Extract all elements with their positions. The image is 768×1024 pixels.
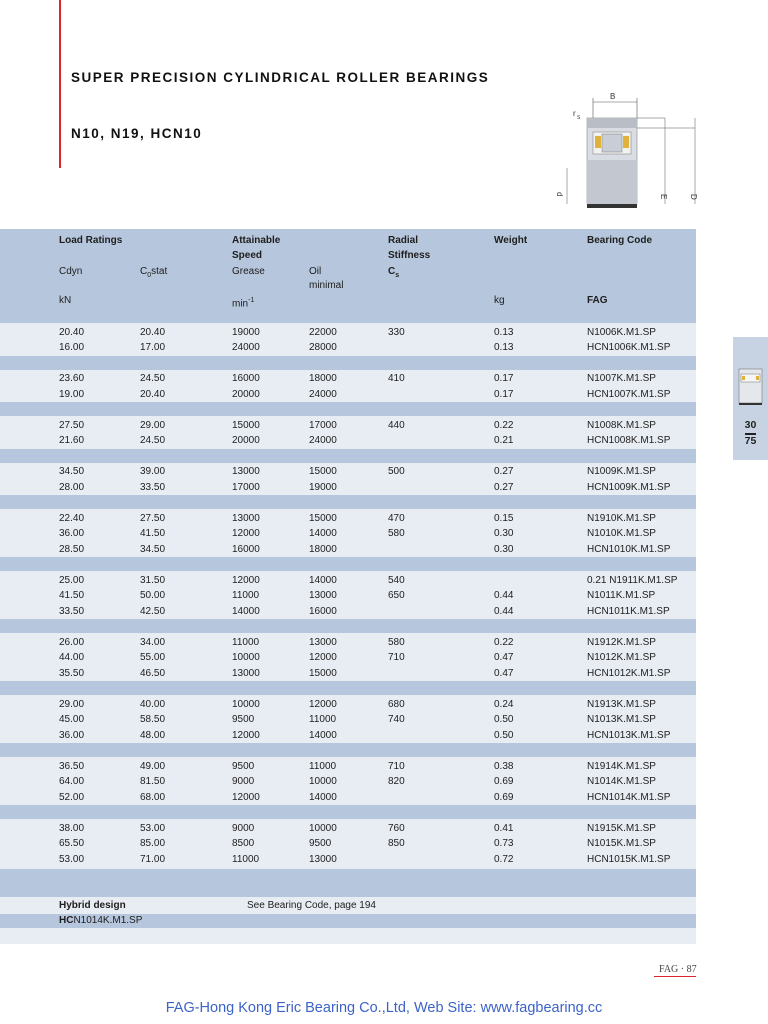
cell-oil-speed: 12000 [309, 698, 337, 710]
row-separator [0, 495, 696, 509]
cell-cdyn: 36.00 [59, 528, 85, 539]
cell-oil-speed: 12000 [309, 652, 337, 663]
cell-bearing-code: HCN1012K.M1.SP [587, 667, 671, 679]
cell-c0stat: 24.50 [140, 435, 166, 446]
row-separator [0, 557, 696, 571]
header-cs: $C_s$ [388, 266, 400, 279]
cell-weight: 0.30 [494, 543, 514, 555]
cell-weight: 0.47 [494, 652, 514, 663]
row-separator [0, 681, 696, 695]
cell-radial-stiffness: 410 [388, 373, 405, 384]
cell-c0stat: 33.50 [140, 481, 166, 493]
cell-grease-speed: 10000 [232, 652, 260, 663]
cell-c0stat: 58.50 [140, 714, 166, 725]
cell-bearing-code: N1013K.M1.SP [587, 714, 656, 725]
cell-oil-speed: 13000 [309, 636, 337, 648]
cell-grease-speed: 20000 [232, 435, 260, 446]
cell-cdyn: 19.00 [59, 388, 85, 400]
cell-cdyn: 33.50 [59, 605, 85, 617]
cell-radial-stiffness: 440 [388, 419, 405, 431]
page-title: SUPER PRECISION CYLINDRICAL ROLLER BEARINGS [71, 70, 490, 85]
cell-weight: 0.30 [494, 528, 514, 539]
cell-cdyn: 23.60 [59, 373, 85, 384]
row-separator [0, 805, 696, 819]
header-c0stat: $C_0stat$ [140, 266, 168, 279]
row-separator [0, 309, 696, 323]
cell-grease-speed: 11000 [232, 590, 260, 601]
cell-weight: 0.24 [494, 698, 514, 710]
bearing-table [0, 229, 696, 944]
cell-bearing-code: N1009K.M1.SP [587, 466, 656, 477]
cell-weight: 0.69 [494, 776, 514, 787]
cell-oil-speed: 14000 [309, 574, 337, 586]
cell-weight: 0.73 [494, 838, 514, 849]
cell-grease-speed: 13000 [232, 466, 260, 477]
cell-radial-stiffness: 580 [388, 528, 405, 539]
cell-bearing-code: HCN1013K.M1.SP [587, 729, 671, 741]
cell-radial-stiffness: 820 [388, 776, 405, 787]
cell-radial-stiffness: 710 [388, 760, 405, 772]
header-attainable: Attainable [232, 235, 281, 246]
cell-bearing-code: N1008K.M1.SP [587, 419, 656, 431]
header-grease: Grease [232, 266, 265, 277]
cell-weight: 0.17 [494, 373, 514, 384]
side-tab [733, 337, 768, 460]
side-tab-top: 30 [744, 419, 757, 431]
cell-weight: 0.38 [494, 760, 514, 772]
hybrid-code: HCN1014K.M1.SP [59, 915, 143, 926]
cell-radial-stiffness: 760 [388, 822, 405, 834]
cell-c0stat: 41.50 [140, 528, 166, 539]
cell-bearing-code: HCN1006K.M1.SP [587, 342, 671, 353]
diagram-label-b: B [610, 92, 616, 101]
cell-bearing-code: N1011K.M1.SP [587, 590, 656, 601]
cell-oil-speed: 18000 [309, 373, 337, 384]
header-minimal: minimal [309, 280, 344, 291]
cell-grease-speed: 11000 [232, 853, 260, 865]
cell-weight: 0.50 [494, 729, 514, 741]
row-separator [0, 869, 696, 883]
cell-oil-speed: 19000 [309, 481, 337, 493]
hybrid-design-label: Hybrid design [59, 900, 126, 911]
cell-cdyn: 53.00 [59, 853, 85, 865]
cell-cdyn: 29.00 [59, 698, 85, 710]
header-radial: Radial [388, 235, 419, 246]
cell-grease-speed: 17000 [232, 481, 260, 493]
cell-cdyn: 26.00 [59, 636, 85, 648]
cell-grease-speed: 11000 [232, 636, 260, 648]
cell-grease-speed: 24000 [232, 342, 260, 353]
cell-radial-stiffness: 680 [388, 698, 405, 710]
header-unit-fag: FAG [587, 295, 608, 306]
side-tab-bottom: 75 [744, 435, 757, 447]
cell-grease-speed: 9000 [232, 822, 255, 834]
cell-oil-speed: 14000 [309, 791, 337, 803]
cell-oil-speed: 16000 [309, 605, 337, 617]
cell-bearing-code: N1006K.M1.SP [587, 326, 656, 338]
cell-cdyn: 64.00 [59, 776, 85, 787]
cell-grease-speed: 9000 [232, 776, 255, 787]
row-separator [0, 619, 696, 633]
cell-cdyn: 65.50 [59, 838, 85, 849]
header-bearing-code: Bearing Code [587, 235, 653, 246]
cell-grease-speed: 8500 [232, 838, 255, 849]
cell-radial-stiffness: 330 [388, 326, 405, 338]
cell-oil-speed: 13000 [309, 590, 337, 601]
cell-cdyn: 28.50 [59, 543, 85, 555]
cell-c0stat: 27.50 [140, 512, 166, 524]
cell-oil-speed: 24000 [309, 388, 337, 400]
cell-bearing-code: 0.21 N1911K.M1.SP [587, 574, 678, 586]
cell-cdyn: 38.00 [59, 822, 85, 834]
cell-cdyn: 20.40 [59, 326, 85, 338]
cell-weight: 0.13 [494, 326, 514, 338]
cell-weight: 0.15 [494, 512, 514, 524]
header-cdyn: Cdyn [59, 266, 83, 277]
cell-c0stat: 50.00 [140, 590, 166, 601]
diagram-label-rs: r [573, 109, 576, 118]
cell-c0stat: 20.40 [140, 388, 166, 400]
cell-oil-speed: 15000 [309, 512, 337, 524]
cell-grease-speed: 9500 [232, 760, 255, 772]
header-stiffness: Stiffness [388, 250, 431, 261]
cell-c0stat: 53.00 [140, 822, 166, 834]
cell-grease-speed: 12000 [232, 574, 260, 586]
cell-grease-speed: 13000 [232, 667, 260, 679]
cell-grease-speed: 12000 [232, 528, 260, 539]
cell-weight: 0.21 [494, 435, 514, 446]
cell-weight: 0.50 [494, 714, 514, 725]
cell-cdyn: 28.00 [59, 481, 85, 493]
cell-c0stat: 48.00 [140, 729, 166, 741]
cell-weight: 0.13 [494, 342, 514, 353]
cell-c0stat: 42.50 [140, 605, 166, 617]
cell-oil-speed: 14000 [309, 528, 337, 539]
cell-bearing-code: HCN1007K.M1.SP [587, 388, 671, 400]
cell-c0stat: 20.40 [140, 326, 166, 338]
row-separator [0, 356, 696, 370]
cell-grease-speed: 13000 [232, 512, 260, 524]
cell-grease-speed: 19000 [232, 326, 260, 338]
cell-c0stat: 81.50 [140, 776, 166, 787]
cell-bearing-code: N1913K.M1.SP [587, 698, 656, 710]
cell-bearing-code: N1012K.M1.SP [587, 652, 656, 663]
page-subtitle: N10, N19, HCN10 [71, 126, 203, 141]
footer-link[interactable]: FAG-Hong Kong Eric Bearing Co.,Ltd, Web Site: www.fagbearing.cc [165, 1000, 603, 1016]
cell-c0stat: 68.00 [140, 791, 166, 803]
cell-oil-speed: 22000 [309, 326, 337, 338]
cell-weight: 0.41 [494, 822, 514, 834]
cell-c0stat: 39.00 [140, 466, 166, 477]
cell-weight: 0.47 [494, 667, 514, 679]
cell-weight: 0.72 [494, 853, 514, 865]
cell-c0stat: 34.00 [140, 636, 166, 648]
cell-bearing-code: HCN1014K.M1.SP [587, 791, 671, 803]
header-unit-min: $\min^{-1}$ [232, 297, 255, 310]
header-speed: Speed [232, 250, 263, 261]
header-oil: Oil [309, 266, 322, 277]
cell-cdyn: 27.50 [59, 419, 85, 431]
cell-c0stat: 31.50 [140, 574, 166, 586]
cell-weight: 0.17 [494, 388, 514, 400]
cell-bearing-code: N1015K.M1.SP [587, 838, 656, 849]
cell-grease-speed: 10000 [232, 698, 260, 710]
cell-oil-speed: 28000 [309, 342, 337, 353]
cell-radial-stiffness: 740 [388, 714, 405, 725]
cell-oil-speed: 11000 [309, 760, 337, 772]
cell-grease-speed: 16000 [232, 373, 260, 384]
cell-c0stat: 85.00 [140, 838, 166, 849]
cell-c0stat: 17.00 [140, 342, 166, 353]
cell-grease-speed: 12000 [232, 791, 260, 803]
diagram-label-rs-sub: S [577, 115, 581, 121]
row-separator [0, 743, 696, 757]
cell-radial-stiffness: 540 [388, 574, 405, 586]
cell-oil-speed: 11000 [309, 714, 337, 725]
accent-rule [59, 0, 61, 168]
diagram-label-e: E [659, 194, 668, 200]
cell-c0stat: 24.50 [140, 373, 166, 384]
cell-bearing-code: HCN1011K.M1.SP [587, 605, 670, 617]
cell-oil-speed: 10000 [309, 776, 337, 787]
row-separator [0, 449, 696, 463]
cell-grease-speed: 12000 [232, 729, 260, 741]
cell-oil-speed: 17000 [309, 419, 337, 431]
cell-bearing-code: N1914K.M1.SP [587, 760, 656, 772]
cell-grease-speed: 15000 [232, 419, 260, 431]
row-separator [0, 883, 696, 897]
cell-cdyn: 25.00 [59, 574, 85, 586]
cell-radial-stiffness: 580 [388, 636, 405, 648]
cell-cdyn: 52.00 [59, 791, 85, 803]
cell-c0stat: 46.50 [140, 667, 166, 679]
cell-cdyn: 36.50 [59, 760, 85, 772]
cell-weight: 0.44 [494, 590, 514, 601]
cell-radial-stiffness: 650 [388, 590, 405, 601]
diagram-label-dd: D [689, 194, 698, 200]
cell-oil-speed: 10000 [309, 822, 337, 834]
header-unit-kn: kN [59, 295, 72, 306]
cell-oil-speed: 24000 [309, 435, 337, 446]
cell-weight: 0.27 [494, 481, 514, 493]
cell-cdyn: 45.00 [59, 714, 85, 725]
hybrid-note: See Bearing Code, page 194 [247, 900, 376, 911]
cell-oil-speed: 15000 [309, 466, 337, 477]
cell-oil-speed: 9500 [309, 838, 332, 849]
cell-weight: 0.69 [494, 791, 514, 803]
cell-weight: 0.44 [494, 605, 514, 617]
cell-cdyn: 16.00 [59, 342, 85, 353]
cell-cdyn: 36.00 [59, 729, 85, 741]
bearing-diagram [555, 88, 700, 213]
cell-grease-speed: 16000 [232, 543, 260, 555]
cell-c0stat: 49.00 [140, 760, 166, 772]
cell-weight: 0.22 [494, 636, 514, 648]
cell-radial-stiffness: 850 [388, 838, 405, 849]
cell-cdyn: 35.50 [59, 667, 85, 679]
cell-radial-stiffness: 500 [388, 466, 405, 477]
cell-radial-stiffness: 470 [388, 512, 405, 524]
cell-grease-speed: 20000 [232, 388, 260, 400]
cell-c0stat: 34.50 [140, 543, 166, 555]
cell-c0stat: 71.00 [140, 853, 166, 865]
cell-bearing-code: N1014K.M1.SP [587, 776, 656, 787]
bearing-thumbnail-icon [738, 367, 763, 407]
cell-oil-speed: 14000 [309, 729, 337, 741]
cell-cdyn: 22.40 [59, 512, 85, 524]
cell-radial-stiffness: 710 [388, 652, 405, 663]
cell-bearing-code: N1912K.M1.SP [587, 636, 656, 648]
cell-cdyn: 44.00 [59, 652, 85, 663]
cell-bearing-code: HCN1010K.M1.SP [587, 543, 671, 555]
table-header [0, 229, 696, 309]
header-weight: Weight [494, 235, 528, 246]
page-number-rule [654, 976, 696, 977]
cell-weight: 0.22 [494, 419, 514, 431]
cell-c0stat: 29.00 [140, 419, 166, 431]
cell-bearing-code: HCN1009K.M1.SP [587, 481, 671, 493]
page-number: FAG · 87 [659, 964, 697, 975]
cell-bearing-code: N1910K.M1.SP [587, 512, 656, 524]
header-load-ratings: Load Ratings [59, 235, 123, 246]
cell-grease-speed: 14000 [232, 605, 260, 617]
cell-c0stat: 40.00 [140, 698, 166, 710]
cell-cdyn: 34.50 [59, 466, 85, 477]
cell-c0stat: 55.00 [140, 652, 166, 663]
cell-bearing-code: HCN1008K.M1.SP [587, 435, 671, 446]
row-separator [0, 402, 696, 416]
cell-cdyn: 21.60 [59, 435, 85, 446]
cell-grease-speed: 9500 [232, 714, 255, 725]
cell-cdyn: 41.50 [59, 590, 85, 601]
header-unit-kg: kg [494, 295, 505, 306]
cell-oil-speed: 15000 [309, 667, 337, 679]
cell-bearing-code: HCN1015K.M1.SP [587, 853, 671, 865]
cell-bearing-code: N1010K.M1.SP [587, 528, 656, 539]
cell-bearing-code: N1007K.M1.SP [587, 373, 656, 384]
diagram-label-d: d [555, 192, 564, 197]
cell-oil-speed: 13000 [309, 853, 337, 865]
cell-oil-speed: 18000 [309, 543, 337, 555]
cell-weight: 0.27 [494, 466, 514, 477]
cell-bearing-code: N1915K.M1.SP [587, 822, 656, 834]
